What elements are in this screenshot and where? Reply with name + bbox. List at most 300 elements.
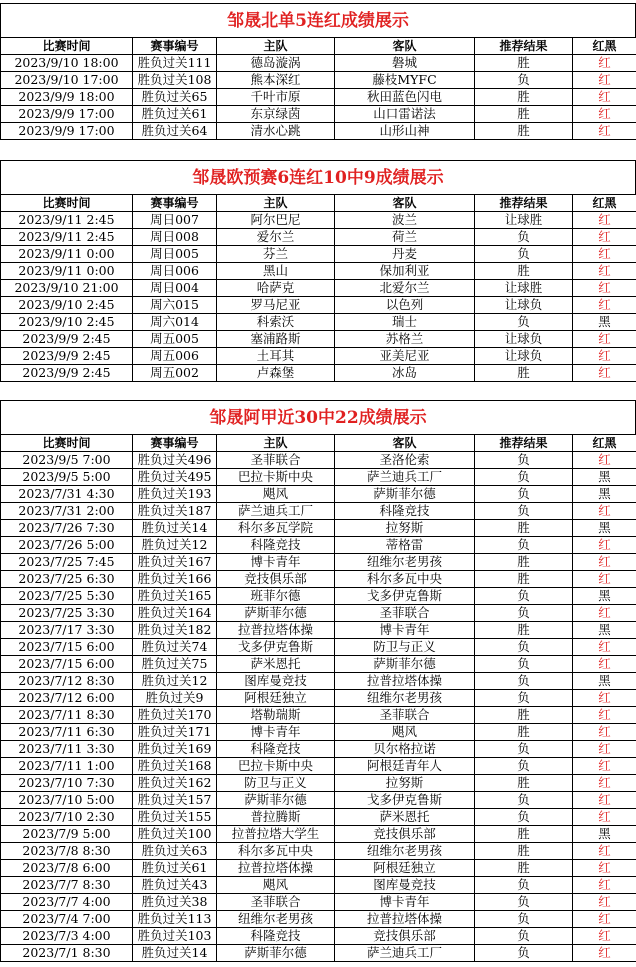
match-time-cell: 2023/9/11 2:45 — [1, 229, 133, 246]
home-team-cell: 圣菲联合 — [217, 894, 335, 911]
home-team-cell: 哈萨克 — [217, 280, 335, 297]
home-team-cell: 戈多伊克鲁斯 — [217, 639, 335, 656]
match-id-cell: 周日008 — [133, 229, 217, 246]
home-team-cell: 科尔多瓦中央 — [217, 843, 335, 860]
table-row — [1, 89, 636, 106]
column-header: 客队 — [335, 435, 475, 452]
home-team-cell: 竞技俱乐部 — [217, 571, 335, 588]
home-team-cell: 东京绿茵 — [217, 106, 335, 123]
outcome-cell: 红 — [573, 229, 636, 246]
prediction-cell: 胜 — [475, 860, 573, 877]
home-team-cell: 塞浦路斯 — [217, 331, 335, 348]
home-team-cell: 拉普拉塔体操 — [217, 622, 335, 639]
match-time-cell: 2023/7/8 6:00 — [1, 860, 133, 877]
match-id-cell: 胜负过关111 — [133, 55, 217, 72]
match-id-cell: 胜负过关61 — [133, 106, 217, 123]
table-row — [1, 911, 636, 928]
prediction-cell: 让球胜 — [475, 212, 573, 229]
outcome-cell: 红 — [573, 246, 636, 263]
prediction-cell: 负 — [475, 656, 573, 673]
table-row — [1, 605, 636, 622]
match-id-cell: 胜负过关155 — [133, 809, 217, 826]
home-team-cell: 巴拉卡斯中央 — [217, 469, 335, 486]
header-row — [1, 195, 636, 212]
match-time-cell: 2023/9/9 17:00 — [1, 106, 133, 123]
section-2 — [0, 160, 636, 382]
match-time-cell: 2023/7/15 6:00 — [1, 656, 133, 673]
table-row — [1, 792, 636, 809]
match-id-cell: 胜负过关9 — [133, 690, 217, 707]
home-team-cell: 班菲尔德 — [217, 588, 335, 605]
match-id-cell: 胜负过关75 — [133, 656, 217, 673]
match-id-cell: 胜负过关14 — [133, 945, 217, 962]
column-header: 比赛时间 — [1, 38, 133, 55]
table-row — [1, 673, 636, 690]
table-row — [1, 639, 636, 656]
match-time-cell: 2023/9/10 17:00 — [1, 72, 133, 89]
table-row — [1, 741, 636, 758]
match-time-cell: 2023/7/4 7:00 — [1, 911, 133, 928]
prediction-cell: 胜 — [475, 707, 573, 724]
match-time-cell: 2023/9/9 17:00 — [1, 123, 133, 140]
match-time-cell: 2023/7/3 4:00 — [1, 928, 133, 945]
away-team-cell: 拉普拉塔体操 — [335, 911, 475, 928]
column-header: 赛事编号 — [133, 38, 217, 55]
column-header: 红黑 — [573, 195, 636, 212]
outcome-cell: 红 — [573, 297, 636, 314]
away-team-cell: 山形山神 — [335, 123, 475, 140]
match-time-cell: 2023/9/9 2:45 — [1, 348, 133, 365]
outcome-cell: 红 — [573, 775, 636, 792]
home-team-cell: 萨兰迪兵工厂 — [217, 503, 335, 520]
away-team-cell: 圣菲联合 — [335, 605, 475, 622]
match-id-cell: 胜负过关61 — [133, 860, 217, 877]
match-time-cell: 2023/7/25 5:30 — [1, 588, 133, 605]
match-id-cell: 胜负过关169 — [133, 741, 217, 758]
column-header: 赛事编号 — [133, 435, 217, 452]
match-time-cell: 2023/7/7 4:00 — [1, 894, 133, 911]
column-header: 主队 — [217, 195, 335, 212]
table-row — [1, 656, 636, 673]
match-id-cell: 胜负过关164 — [133, 605, 217, 622]
away-team-cell: 山口雷诺法 — [335, 106, 475, 123]
match-id-cell: 胜负过关38 — [133, 894, 217, 911]
column-header: 红黑 — [573, 435, 636, 452]
match-id-cell: 胜负过关167 — [133, 554, 217, 571]
prediction-cell: 胜 — [475, 775, 573, 792]
away-team-cell: 萨兰迪兵工厂 — [335, 469, 475, 486]
match-time-cell: 2023/7/12 8:30 — [1, 673, 133, 690]
outcome-cell: 红 — [573, 724, 636, 741]
table-row — [1, 554, 636, 571]
match-time-cell: 2023/9/11 0:00 — [1, 263, 133, 280]
match-time-cell: 2023/7/1 8:30 — [1, 945, 133, 962]
home-team-cell: 德岛漩涡 — [217, 55, 335, 72]
table-row — [1, 690, 636, 707]
table-row — [1, 486, 636, 503]
home-team-cell: 黑山 — [217, 263, 335, 280]
prediction-cell: 胜 — [475, 571, 573, 588]
match-id-cell: 胜负过关165 — [133, 588, 217, 605]
table-row — [1, 469, 636, 486]
home-team-cell: 拉普拉塔体操 — [217, 860, 335, 877]
match-id-cell: 胜负过关103 — [133, 928, 217, 945]
home-team-cell: 萨斯菲尔德 — [217, 945, 335, 962]
away-team-cell: 科尔多瓦中央 — [335, 571, 475, 588]
home-team-cell: 熊本深红 — [217, 72, 335, 89]
outcome-cell: 红 — [573, 809, 636, 826]
table-row — [1, 348, 636, 365]
prediction-cell: 胜 — [475, 843, 573, 860]
home-team-cell: 科隆竞技 — [217, 928, 335, 945]
away-team-cell: 苏格兰 — [335, 331, 475, 348]
table-row — [1, 365, 636, 382]
outcome-cell: 红 — [573, 792, 636, 809]
prediction-cell: 让球负 — [475, 348, 573, 365]
column-header: 客队 — [335, 195, 475, 212]
prediction-cell: 让球负 — [475, 297, 573, 314]
away-team-cell: 瑞士 — [335, 314, 475, 331]
away-team-cell: 防卫与正义 — [335, 639, 475, 656]
outcome-cell: 红 — [573, 690, 636, 707]
away-team-cell: 拉普拉塔体操 — [335, 673, 475, 690]
prediction-cell: 负 — [475, 690, 573, 707]
prediction-cell: 胜 — [475, 106, 573, 123]
outcome-cell: 红 — [573, 212, 636, 229]
prediction-cell: 负 — [475, 72, 573, 89]
home-team-cell: 阿尔巴尼 — [217, 212, 335, 229]
match-time-cell: 2023/7/11 6:30 — [1, 724, 133, 741]
match-time-cell: 2023/9/10 18:00 — [1, 55, 133, 72]
away-team-cell: 纽维尔老男孩 — [335, 554, 475, 571]
prediction-cell: 负 — [475, 945, 573, 962]
match-time-cell: 2023/9/5 7:00 — [1, 452, 133, 469]
match-time-cell: 2023/9/11 0:00 — [1, 246, 133, 263]
home-team-cell: 博卡青年 — [217, 724, 335, 741]
match-time-cell: 2023/7/15 6:00 — [1, 639, 133, 656]
away-team-cell: 纽维尔老男孩 — [335, 843, 475, 860]
column-header: 比赛时间 — [1, 195, 133, 212]
prediction-cell: 负 — [475, 673, 573, 690]
prediction-cell: 让球负 — [475, 331, 573, 348]
outcome-cell: 红 — [573, 537, 636, 554]
table-row — [1, 809, 636, 826]
match-id-cell: 胜负过关171 — [133, 724, 217, 741]
match-id-cell: 胜负过关168 — [133, 758, 217, 775]
match-id-cell: 胜负过关170 — [133, 707, 217, 724]
column-header: 主队 — [217, 435, 335, 452]
section-title: 邹晟北单5连红成绩展示 — [0, 3, 636, 37]
prediction-cell: 胜 — [475, 55, 573, 72]
away-team-cell: 萨兰迪兵工厂 — [335, 945, 475, 962]
outcome-cell: 红 — [573, 72, 636, 89]
away-team-cell: 萨米恩托 — [335, 809, 475, 826]
home-team-cell: 土耳其 — [217, 348, 335, 365]
prediction-cell: 负 — [475, 314, 573, 331]
table-row — [1, 280, 636, 297]
prediction-cell: 负 — [475, 639, 573, 656]
home-team-cell: 纽维尔老男孩 — [217, 911, 335, 928]
outcome-cell: 红 — [573, 89, 636, 106]
match-id-cell: 周五002 — [133, 365, 217, 382]
table-row — [1, 503, 636, 520]
home-team-cell: 萨斯菲尔德 — [217, 792, 335, 809]
away-team-cell: 纽维尔老男孩 — [335, 690, 475, 707]
match-id-cell: 胜负过关74 — [133, 639, 217, 656]
outcome-cell: 黑 — [573, 588, 636, 605]
outcome-cell: 黑 — [573, 826, 636, 843]
table-row — [1, 758, 636, 775]
match-id-cell: 胜负过关193 — [133, 486, 217, 503]
match-time-cell: 2023/9/5 5:00 — [1, 469, 133, 486]
away-team-cell: 藤枝MYFC — [335, 72, 475, 89]
away-team-cell: 丹麦 — [335, 246, 475, 263]
prediction-cell: 负 — [475, 809, 573, 826]
match-time-cell: 2023/7/9 5:00 — [1, 826, 133, 843]
match-time-cell: 2023/7/8 8:30 — [1, 843, 133, 860]
outcome-cell: 红 — [573, 123, 636, 140]
outcome-cell: 红 — [573, 605, 636, 622]
outcome-cell: 黑 — [573, 314, 636, 331]
outcome-cell: 红 — [573, 639, 636, 656]
section-title: 邹晟阿甲近30中22成绩展示 — [0, 400, 636, 434]
outcome-cell: 红 — [573, 911, 636, 928]
outcome-cell: 红 — [573, 894, 636, 911]
away-team-cell: 保加利亚 — [335, 263, 475, 280]
outcome-cell: 黑 — [573, 622, 636, 639]
away-team-cell: 波兰 — [335, 212, 475, 229]
prediction-cell: 胜 — [475, 365, 573, 382]
prediction-cell: 胜 — [475, 724, 573, 741]
prediction-cell: 负 — [475, 246, 573, 263]
away-team-cell: 圣洛伦索 — [335, 452, 475, 469]
away-team-cell: 以色列 — [335, 297, 475, 314]
table-row — [1, 775, 636, 792]
prediction-cell: 负 — [475, 229, 573, 246]
match-id-cell: 胜负过关100 — [133, 826, 217, 843]
home-team-cell: 飓风 — [217, 486, 335, 503]
away-team-cell: 博卡青年 — [335, 622, 475, 639]
match-id-cell: 胜负过关182 — [133, 622, 217, 639]
home-team-cell: 萨米恩托 — [217, 656, 335, 673]
home-team-cell: 清水心跳 — [217, 123, 335, 140]
match-id-cell: 胜负过关14 — [133, 520, 217, 537]
away-team-cell: 阿根廷青年人 — [335, 758, 475, 775]
match-time-cell: 2023/7/10 2:30 — [1, 809, 133, 826]
table-row — [1, 537, 636, 554]
match-time-cell: 2023/7/31 2:00 — [1, 503, 133, 520]
prediction-cell: 负 — [475, 588, 573, 605]
away-team-cell: 贝尔格拉诺 — [335, 741, 475, 758]
table-row — [1, 588, 636, 605]
away-team-cell: 科隆竞技 — [335, 503, 475, 520]
table-row — [1, 520, 636, 537]
table-row — [1, 843, 636, 860]
table-row — [1, 928, 636, 945]
match-time-cell: 2023/9/10 2:45 — [1, 314, 133, 331]
prediction-cell: 负 — [475, 877, 573, 894]
table-row — [1, 229, 636, 246]
prediction-cell: 胜 — [475, 826, 573, 843]
table-row — [1, 55, 636, 72]
table-row — [1, 826, 636, 843]
match-id-cell: 胜负过关63 — [133, 843, 217, 860]
home-team-cell: 科尔多瓦学院 — [217, 520, 335, 537]
match-id-cell: 周日006 — [133, 263, 217, 280]
column-header: 主队 — [217, 38, 335, 55]
match-time-cell: 2023/9/9 2:45 — [1, 331, 133, 348]
match-id-cell: 周日004 — [133, 280, 217, 297]
away-team-cell: 北爱尔兰 — [335, 280, 475, 297]
away-team-cell: 荷兰 — [335, 229, 475, 246]
prediction-cell: 负 — [475, 452, 573, 469]
match-id-cell: 周六014 — [133, 314, 217, 331]
match-id-cell: 胜负过关12 — [133, 537, 217, 554]
away-team-cell: 拉努斯 — [335, 775, 475, 792]
match-id-cell: 胜负过关157 — [133, 792, 217, 809]
match-id-cell: 胜负过关166 — [133, 571, 217, 588]
prediction-cell: 胜 — [475, 123, 573, 140]
away-team-cell: 萨斯菲尔德 — [335, 656, 475, 673]
table-row — [1, 297, 636, 314]
home-team-cell: 科隆竞技 — [217, 537, 335, 554]
home-team-cell: 博卡青年 — [217, 554, 335, 571]
match-time-cell: 2023/9/10 2:45 — [1, 297, 133, 314]
away-team-cell: 飓风 — [335, 724, 475, 741]
match-time-cell: 2023/7/11 3:30 — [1, 741, 133, 758]
prediction-cell: 胜 — [475, 520, 573, 537]
outcome-cell: 黑 — [573, 486, 636, 503]
outcome-cell: 红 — [573, 945, 636, 962]
away-team-cell: 萨斯菲尔德 — [335, 486, 475, 503]
match-time-cell: 2023/7/17 3:30 — [1, 622, 133, 639]
home-team-cell: 图库曼竞技 — [217, 673, 335, 690]
match-time-cell: 2023/7/31 4:30 — [1, 486, 133, 503]
prediction-cell: 负 — [475, 503, 573, 520]
outcome-cell: 红 — [573, 860, 636, 877]
match-time-cell: 2023/9/11 2:45 — [1, 212, 133, 229]
home-team-cell: 罗马尼亚 — [217, 297, 335, 314]
column-header: 红黑 — [573, 38, 636, 55]
table-row — [1, 724, 636, 741]
home-team-cell: 巴拉卡斯中央 — [217, 758, 335, 775]
home-team-cell: 拉普拉塔大学生 — [217, 826, 335, 843]
prediction-cell: 负 — [475, 537, 573, 554]
prediction-cell: 胜 — [475, 554, 573, 571]
prediction-cell: 负 — [475, 792, 573, 809]
table-row — [1, 707, 636, 724]
table-row — [1, 263, 636, 280]
match-time-cell: 2023/7/25 7:45 — [1, 554, 133, 571]
match-id-cell: 胜负过关113 — [133, 911, 217, 928]
column-header: 推荐结果 — [475, 195, 573, 212]
match-id-cell: 周日005 — [133, 246, 217, 263]
table-row — [1, 622, 636, 639]
home-team-cell: 塔勒瑞斯 — [217, 707, 335, 724]
away-team-cell: 阿根廷独立 — [335, 860, 475, 877]
results-table — [0, 194, 636, 382]
match-time-cell: 2023/7/11 8:30 — [1, 707, 133, 724]
match-time-cell: 2023/7/12 6:00 — [1, 690, 133, 707]
header-row — [1, 38, 636, 55]
column-header: 比赛时间 — [1, 435, 133, 452]
match-id-cell: 周日007 — [133, 212, 217, 229]
match-time-cell: 2023/7/26 7:30 — [1, 520, 133, 537]
match-time-cell: 2023/9/10 21:00 — [1, 280, 133, 297]
prediction-cell: 负 — [475, 911, 573, 928]
section-3 — [0, 400, 636, 962]
home-team-cell: 卢森堡 — [217, 365, 335, 382]
match-id-cell: 胜负过关64 — [133, 123, 217, 140]
outcome-cell: 红 — [573, 280, 636, 297]
away-team-cell: 秋田蓝色闪电 — [335, 89, 475, 106]
table-row — [1, 212, 636, 229]
away-team-cell: 亚美尼亚 — [335, 348, 475, 365]
match-id-cell: 胜负过关43 — [133, 877, 217, 894]
match-id-cell: 周五006 — [133, 348, 217, 365]
outcome-cell: 红 — [573, 758, 636, 775]
outcome-cell: 黑 — [573, 673, 636, 690]
prediction-cell: 让球胜 — [475, 280, 573, 297]
prediction-cell: 负 — [475, 741, 573, 758]
outcome-cell: 红 — [573, 877, 636, 894]
home-team-cell: 圣菲联合 — [217, 452, 335, 469]
match-id-cell: 胜负过关187 — [133, 503, 217, 520]
home-team-cell: 飓风 — [217, 877, 335, 894]
home-team-cell: 防卫与正义 — [217, 775, 335, 792]
away-team-cell: 图库曼竞技 — [335, 877, 475, 894]
outcome-cell: 红 — [573, 55, 636, 72]
divider — [0, 384, 636, 400]
outcome-cell: 红 — [573, 554, 636, 571]
outcome-cell: 黑 — [573, 520, 636, 537]
outcome-cell: 红 — [573, 106, 636, 123]
column-header: 赛事编号 — [133, 195, 217, 212]
table-row — [1, 246, 636, 263]
results-table — [0, 37, 636, 140]
column-header: 推荐结果 — [475, 38, 573, 55]
away-team-cell: 博卡青年 — [335, 894, 475, 911]
away-team-cell: 拉努斯 — [335, 520, 475, 537]
away-team-cell: 竞技俱乐部 — [335, 826, 475, 843]
home-team-cell: 科隆竞技 — [217, 741, 335, 758]
home-team-cell: 普拉腾斯 — [217, 809, 335, 826]
match-id-cell: 胜负过关108 — [133, 72, 217, 89]
prediction-cell: 负 — [475, 894, 573, 911]
away-team-cell: 蒂格雷 — [335, 537, 475, 554]
header-row — [1, 435, 636, 452]
away-team-cell: 戈多伊克鲁斯 — [335, 792, 475, 809]
column-header: 客队 — [335, 38, 475, 55]
prediction-cell: 负 — [475, 469, 573, 486]
section-title: 邹晟欧预赛6连红10中9成绩展示 — [0, 160, 636, 194]
prediction-cell: 负 — [475, 928, 573, 945]
match-time-cell: 2023/7/25 3:30 — [1, 605, 133, 622]
table-row — [1, 123, 636, 140]
match-id-cell: 胜负过关496 — [133, 452, 217, 469]
table-row — [1, 860, 636, 877]
outcome-cell: 红 — [573, 707, 636, 724]
column-header: 推荐结果 — [475, 435, 573, 452]
match-time-cell: 2023/7/7 8:30 — [1, 877, 133, 894]
home-team-cell: 科索沃 — [217, 314, 335, 331]
away-team-cell: 磐城 — [335, 55, 475, 72]
table-row — [1, 314, 636, 331]
table-row — [1, 106, 636, 123]
outcome-cell: 红 — [573, 503, 636, 520]
home-team-cell: 芬兰 — [217, 246, 335, 263]
outcome-cell: 红 — [573, 741, 636, 758]
